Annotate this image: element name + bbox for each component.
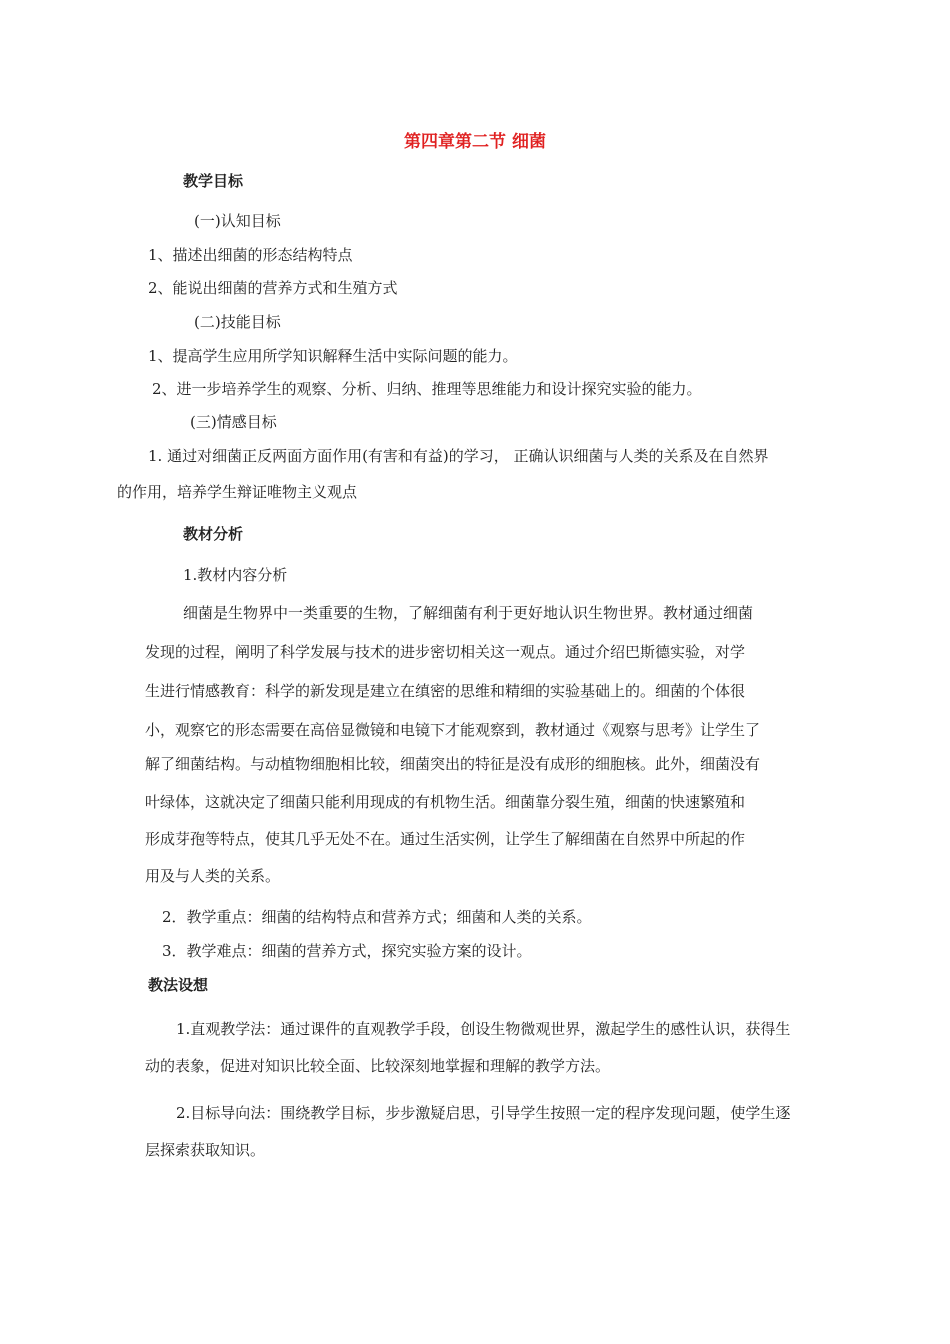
paragraph-line: 层探索获取知识。 [145,1141,266,1159]
list-item: 2、进一步培养学生的观察、分析、归纳、推理等思维能力和设计探究实验的能力。 [152,380,702,398]
subheading-skills: (二)技能目标 [194,313,281,331]
heading-teaching-methods: 教法设想 [148,976,209,994]
list-item: 2、能说出细菌的营养方式和生殖方式 [148,279,398,297]
key-point: 2．教学重点：细菌的结构特点和营养方式；细菌和人类的关系。 [162,908,592,926]
page-title: 第四章第二节 细菌 [404,132,546,152]
subheading-content-analysis: 1.教材内容分析 [183,566,288,584]
paragraph-line: 2.目标导向法：围绕教学目标，步步激疑启思，引导学生按照一定的程序发现问题，使学生逐 [176,1104,791,1122]
paragraph-line: 的作用，培养学生辩证唯物主义观点 [117,483,358,501]
paragraph-line: 形成芽孢等特点，使其几乎无处不在。通过生活实例，让学生了解细菌在自然界中所起的作 [145,830,746,848]
heading-teaching-goals: 教学目标 [183,172,244,190]
paragraph-line: 1. 通过对细菌正反两面方面作用(有害和有益)的学习， 正确认识细菌与人类的关系及在自然界 [148,447,769,465]
paragraph-line: 发现的过程，阐明了科学发展与技术的进步密切相关这一观点。通过介绍巴斯德实验，对学 [145,643,746,661]
paragraph-line: 动的表象，促进对知识比较全面、比较深刻地掌握和理解的教学方法。 [145,1057,611,1075]
paragraph-line: 细菌是生物界中一类重要的生物，了解细菌有利于更好地认识生物世界。教材通过细菌 [183,604,754,622]
paragraph-line: 叶绿体，这就决定了细菌只能利用现成的有机物生活。细菌靠分裂生殖，细菌的快速繁殖和 [145,793,746,811]
paragraph-line: 生进行情感教育：科学的新发现是建立在缜密的思维和精细的实验基础上的。细菌的个体很 [145,682,746,700]
subheading-emotion: (三)情感目标 [190,413,277,431]
paragraph-line: 用及与人类的关系。 [145,867,281,885]
subheading-cognitive: (一)认知目标 [194,212,281,230]
heading-material-analysis: 教材分析 [183,525,244,543]
list-item: 1、提高学生应用所学知识解释生活中实际问题的能力。 [148,347,518,365]
list-item: 1、描述出细菌的形态结构特点 [148,246,353,264]
paragraph-line: 小，观察它的形态需要在高倍显微镜和电镜下才能观察到，教材通过《观察与思考》让学生了 [145,721,761,739]
paragraph-line: 解了细菌结构。与动植物细胞相比较，细菌突出的特征是没有成形的细胞核。此外，细菌没有 [145,755,761,773]
difficult-point: 3．教学难点：细菌的营养方式，探究实验方案的设计。 [162,942,532,960]
paragraph-line: 1.直观教学法：通过课件的直观教学手段，创设生物微观世界，激起学生的感性认识，获得生 [176,1020,791,1038]
